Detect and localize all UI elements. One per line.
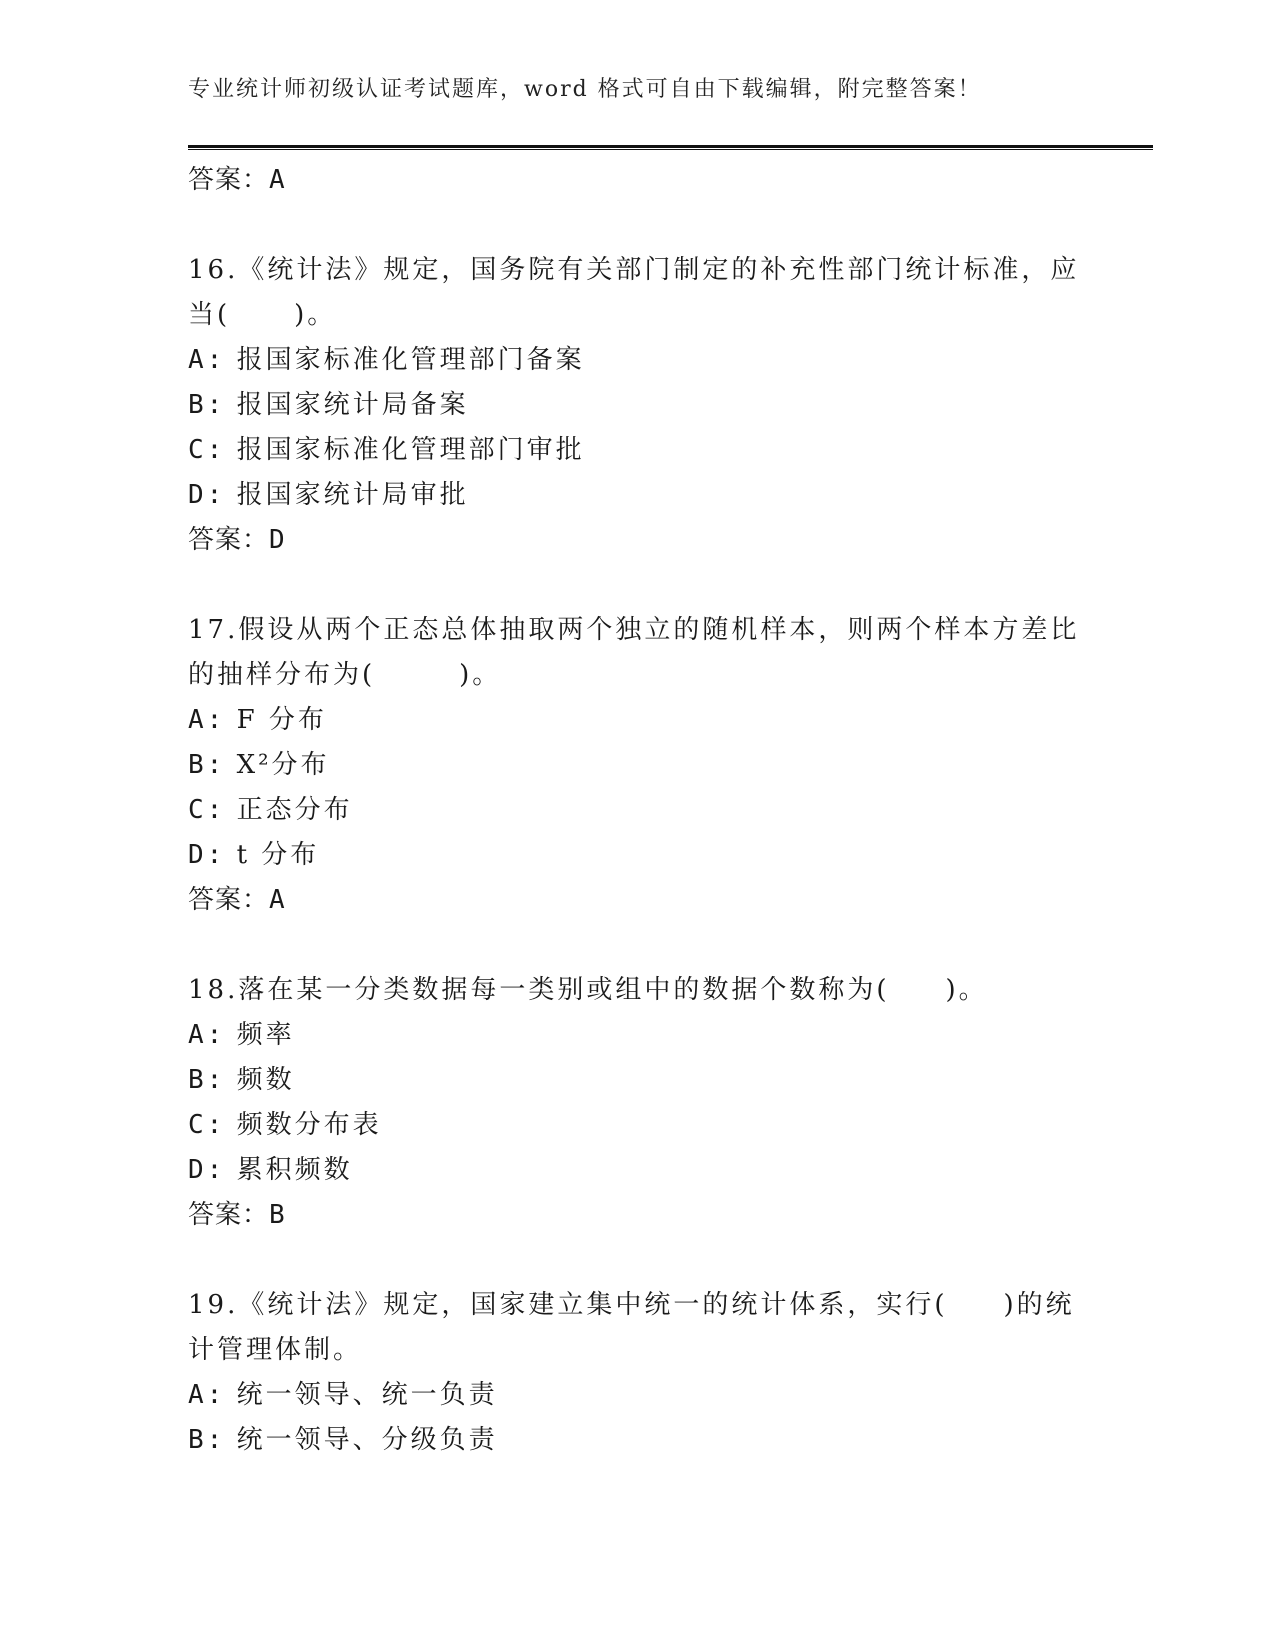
answer-line: [188, 158, 1088, 203]
option-item: B: X²分布: [188, 750, 330, 780]
question-block: [188, 248, 1088, 563]
answer-line: 答案：B: [188, 1200, 286, 1230]
question-text: 18.落在某一分类数据每一类别或组中的数据个数称为( )。: [188, 975, 988, 1005]
option-item: D: 报国家统计局审批: [188, 480, 469, 510]
option-item: C: 正态分布: [188, 795, 353, 825]
page-header: 专业统计师初级认证考试题库，word 格式可自由下载编辑，附完整答案！: [188, 77, 982, 102]
question-block: [188, 1283, 1088, 1463]
option-item: A: 统一领导、统一负责: [188, 1380, 498, 1410]
option-item: C: 频数分布表: [188, 1110, 382, 1140]
question-block: [188, 968, 1088, 1238]
option-item: B: 统一领导、分级负责: [188, 1425, 498, 1455]
option-item: A: 报国家标准化管理部门备案: [188, 345, 585, 375]
option-item: D: t 分布: [188, 840, 320, 870]
question-text: 17.假设从两个正态总体抽取两个独立的随机样本，则两个样本方差比的抽样分布为( )。: [188, 615, 1080, 690]
question-list: [188, 158, 1088, 1463]
option-item: C: 报国家标准化管理部门审批: [188, 435, 585, 465]
question-text: 19.《统计法》规定，国家建立集中统一的统计体系，实行( )的统计管理体制。: [188, 1290, 1075, 1365]
option-item: A: F 分布: [188, 705, 327, 735]
answer-line: 答案：D: [188, 525, 286, 555]
answer-label: 答案：: [188, 165, 270, 195]
question-block: [188, 608, 1088, 923]
header-divider: [188, 145, 1153, 150]
question-text: 16.《统计法》规定，国务院有关部门制定的补充性部门统计标准，应当( )。: [188, 255, 1080, 330]
answer-line: 答案：A: [188, 885, 286, 915]
option-item: B: 报国家统计局备案: [188, 390, 469, 420]
answer-value: A: [269, 165, 286, 195]
option-item: D: 累积频数: [188, 1155, 353, 1185]
option-item: B: 频数: [188, 1065, 295, 1095]
option-item: A: 频率: [188, 1020, 295, 1050]
